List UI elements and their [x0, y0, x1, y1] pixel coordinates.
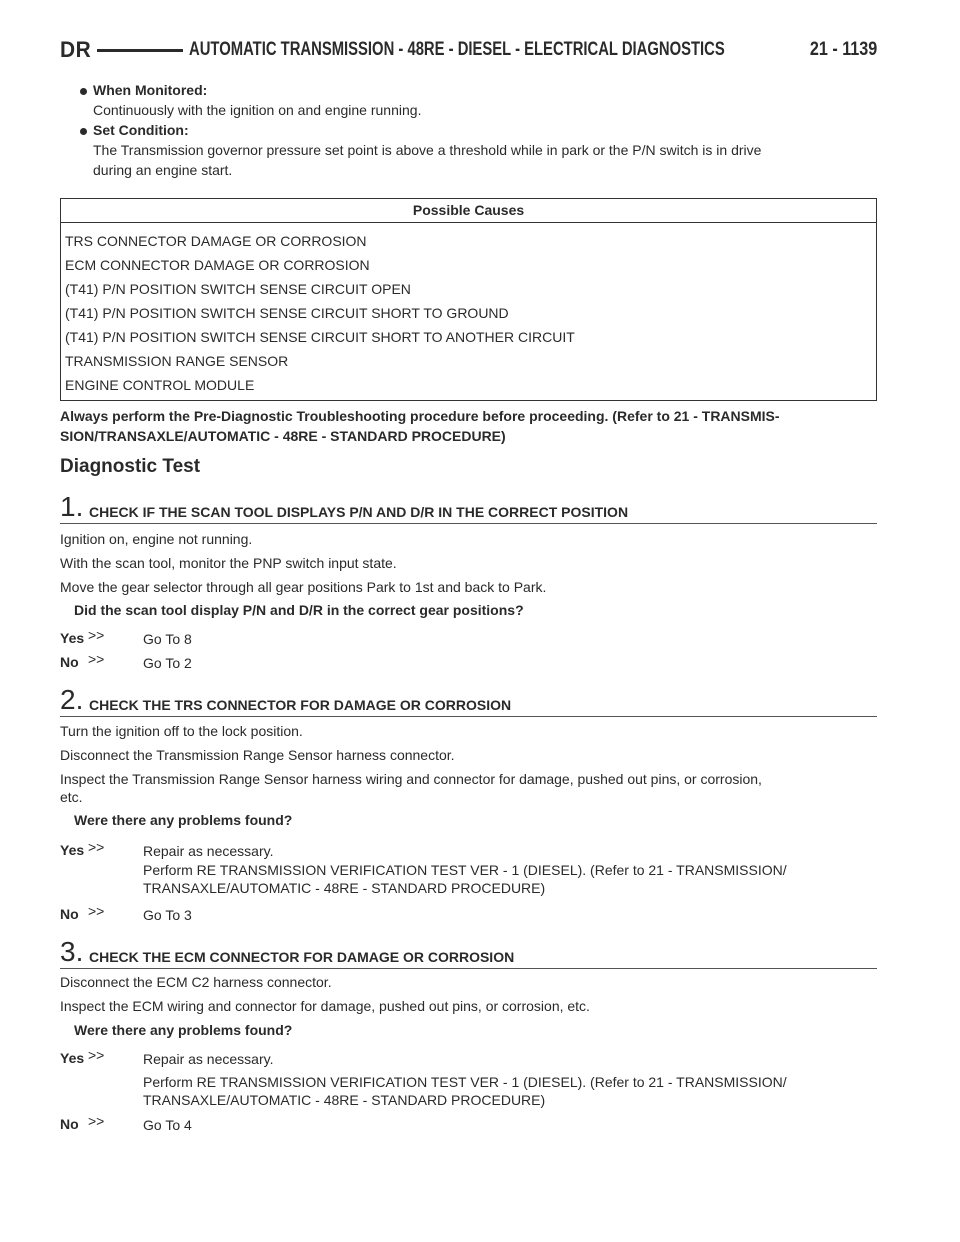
step-2-header — [60, 684, 877, 717]
manual-page — [60, 0, 877, 1242]
header-rule — [97, 49, 183, 52]
answer-arrow: >> — [88, 627, 105, 643]
step-number: 1. — [60, 491, 84, 522]
step-3-header — [60, 936, 877, 969]
section-title: AUTOMATIC TRANSMISSION - 48RE - DIESEL - ELECTRICAL DIAGNOSTICS — [188, 39, 725, 60]
answer-yes-label: Yes — [60, 630, 85, 646]
step-title: CHECK THE ECM CONNECTOR FOR DAMAGE OR CORROSION — [89, 949, 515, 965]
page-number: 21 - 1139 — [809, 39, 877, 60]
answer-yes-detail: TRANSAXLE/AUTOMATIC - 48RE - STANDARD PROCEDURE) — [143, 1092, 546, 1108]
answer-yes-label: Yes — [60, 842, 85, 858]
answer-no-label: No — [60, 1116, 79, 1132]
step-2-question: Were there any problems found? — [74, 812, 293, 828]
step-1-instruction: With the scan tool, monitor the PNP switch input state. — [60, 555, 397, 571]
step-number: 2. — [60, 684, 84, 715]
answer-arrow: >> — [88, 903, 105, 919]
bullet-label: Set Condition: — [93, 122, 189, 138]
bullet-icon — [80, 128, 87, 135]
answer-no-text: Go To 2 — [143, 655, 192, 671]
step-3-instruction: Inspect the ECM wiring and connector for damage, pushed out pins, or corrosion, etc. — [60, 998, 590, 1014]
cause-item: TRS CONNECTOR DAMAGE OR CORROSION — [65, 233, 367, 249]
bullet-when-monitored — [60, 80, 877, 120]
answer-no-text: Go To 4 — [143, 1117, 192, 1133]
bullet-set-condition — [60, 120, 877, 180]
answer-yes-text: Repair as necessary. — [143, 1051, 274, 1067]
step-1-header — [60, 491, 877, 524]
step-2-instruction: Turn the ignition off to the lock position. — [60, 723, 303, 739]
cause-item: (T41) P/N POSITION SWITCH SENSE CIRCUIT SHORT TO ANOTHER CIRCUIT — [65, 329, 575, 345]
step-number: 3. — [60, 936, 84, 967]
page-header — [60, 36, 877, 64]
cause-item: ENGINE CONTROL MODULE — [65, 377, 255, 393]
cause-item: (T41) P/N POSITION SWITCH SENSE CIRCUIT SHORT TO GROUND — [65, 305, 509, 321]
step-2-instruction: Disconnect the Transmission Range Sensor harness connector. — [60, 747, 455, 763]
vehicle-code: DR — [60, 37, 92, 62]
note-line: SION/TRANSAXLE/AUTOMATIC - 48RE - STANDARD PROCEDURE) — [60, 428, 506, 444]
step-1-instruction: Ignition on, engine not running. — [60, 531, 253, 547]
answer-arrow: >> — [88, 1047, 105, 1063]
answer-no-text: Go To 3 — [143, 907, 192, 923]
answer-yes-detail: TRANSAXLE/AUTOMATIC - 48RE - STANDARD PROCEDURE) — [143, 880, 546, 896]
answer-yes-detail: Perform RE TRANSMISSION VERIFICATION TEST VER - 1 (DIESEL). (Refer to 21 - TRANSMISSION/ — [143, 862, 787, 878]
answer-no-label: No — [60, 906, 79, 922]
step-3-question: Were there any problems found? — [74, 1022, 293, 1038]
step-2-instruction: etc. — [60, 789, 83, 805]
bullet-text-line: during an engine start. — [93, 162, 233, 178]
possible-causes-table — [60, 198, 877, 401]
step-1-question: Did the scan tool display P/N and D/R in the correct gear positions? — [74, 602, 524, 618]
diagnostic-test-title: Diagnostic Test — [60, 456, 201, 477]
answer-no-label: No — [60, 654, 79, 670]
cause-item: TRANSMISSION RANGE SENSOR — [65, 353, 289, 369]
step-2-instruction: Inspect the Transmission Range Sensor harness wiring and connector for damage, pushed out pins, or corrosion, — [60, 771, 762, 787]
answer-yes-label: Yes — [60, 1050, 85, 1066]
answer-arrow: >> — [88, 1113, 105, 1129]
answer-yes-detail: Perform RE TRANSMISSION VERIFICATION TEST VER - 1 (DIESEL). (Refer to 21 - TRANSMISSION/ — [143, 1074, 787, 1090]
step-title: CHECK THE TRS CONNECTOR FOR DAMAGE OR CORROSION — [89, 697, 512, 713]
answer-yes-text: Repair as necessary. — [143, 843, 274, 859]
pre-diagnostic-note — [60, 406, 877, 446]
step-title: CHECK IF THE SCAN TOOL DISPLAYS P/N AND D/R IN THE CORRECT POSITION — [89, 504, 629, 520]
cause-item: ECM CONNECTOR DAMAGE OR CORROSION — [65, 257, 370, 273]
bullet-text: Continuously with the ignition on and engine running. — [93, 102, 422, 118]
step-1-instruction: Move the gear selector through all gear positions Park to 1st and back to Park. — [60, 579, 547, 595]
step-3-instruction: Disconnect the ECM C2 harness connector. — [60, 974, 332, 990]
answer-arrow: >> — [88, 651, 105, 667]
bullet-label: When Monitored: — [93, 82, 208, 98]
answer-arrow: >> — [88, 839, 105, 855]
bullet-text-line: The Transmission governor pressure set point is above a threshold while in park or the P/N switch is in drive — [93, 142, 762, 158]
answer-yes-text: Go To 8 — [143, 631, 192, 647]
note-line: Always perform the Pre-Diagnostic Troubleshooting procedure before proceeding. (Refer to 21 - TRANSMIS- — [60, 408, 780, 424]
cause-item: (T41) P/N POSITION SWITCH SENSE CIRCUIT OPEN — [65, 281, 411, 297]
bullet-icon — [80, 88, 87, 95]
causes-heading: Possible Causes — [61, 199, 876, 223]
